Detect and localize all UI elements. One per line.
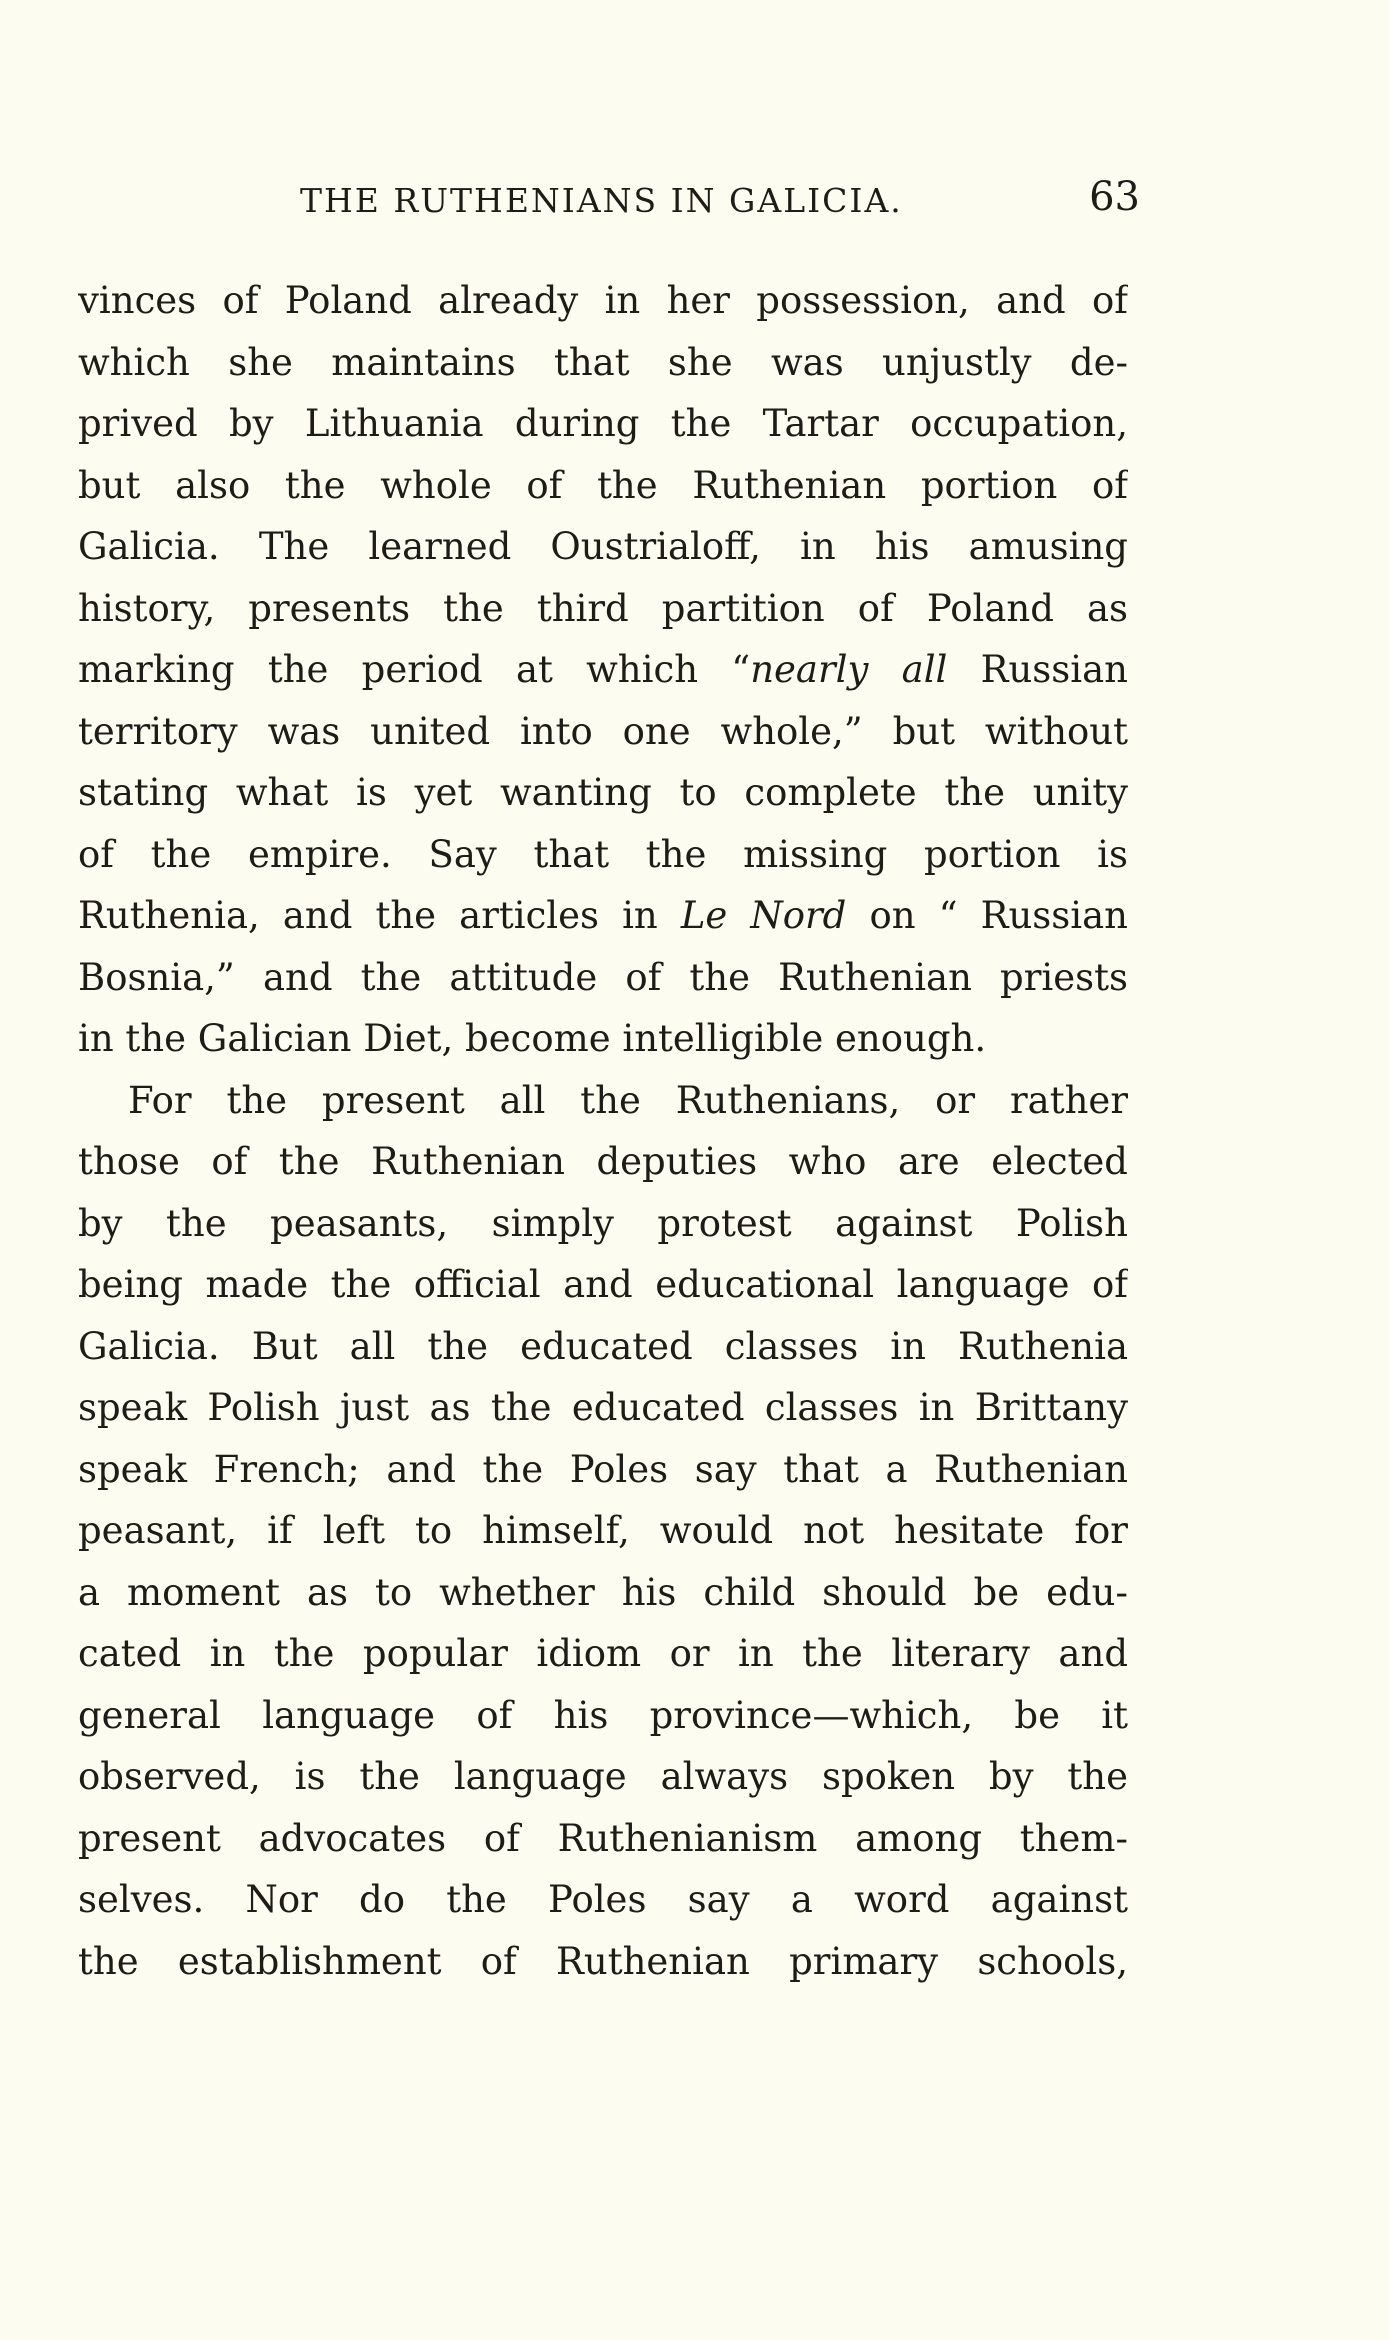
text-line: marking the period at which “nearly all Russian — [78, 648, 1128, 691]
italic-emphasis: nearly all — [750, 648, 948, 691]
text-line: observed, is the language always spoken by the — [78, 1755, 1128, 1798]
text-line: history, presents the third partition of Poland as — [78, 586, 1128, 630]
text-line: vinces of Poland already in her possession, and of — [78, 279, 1128, 322]
text-line: stating what is yet wanting to complete the unity — [78, 771, 1128, 814]
paragraph-start-line: For the present all the Ruthenians, or rather — [128, 1078, 1128, 1122]
text-line: those of the Ruthenian deputies who are elected — [78, 1140, 1128, 1183]
body-text — [78, 270, 1128, 1992]
text-line: which she maintains that she was unjustly de- — [78, 340, 1128, 384]
text-line: a moment as to whether his child should be edu- — [78, 1570, 1128, 1614]
page-number: 63 — [1089, 174, 1140, 220]
text-line: of the empire. Say that the missing portion is — [78, 832, 1128, 876]
text-line: by the peasants, simply protest against Polish — [78, 1201, 1128, 1245]
paragraph-end-line: in the Galician Diet, become intelligible enough. — [78, 1017, 987, 1060]
text-line: being made the official and educational language of — [78, 1263, 1128, 1306]
text-line: territory was united into one whole,” but without — [78, 709, 1128, 753]
text-line: speak French; and the Poles say that a Ruthenian — [78, 1447, 1128, 1491]
text-line: speak Polish just as the educated classes in Brittany — [78, 1386, 1128, 1429]
text-line: present advocates of Ruthenianism among them- — [78, 1816, 1128, 1860]
text-line: but also the whole of the Ruthenian portion of — [78, 463, 1128, 507]
running-head: THE RUTHENIANS IN GALICIA. — [300, 181, 903, 220]
text-line: cated in the popular idiom or in the literary and — [78, 1632, 1128, 1675]
text-line: Ruthenia, and the articles in Le Nord on “ Russian — [78, 894, 1128, 937]
text-line: the establishment of Ruthenian primary schools, — [78, 1939, 1128, 1983]
text-line: Galicia. The learned Oustrialoff, in his amusing — [78, 525, 1128, 568]
text-line: Galicia. But all the educated classes in Ruthenia — [78, 1324, 1128, 1368]
italic-title: Le Nord — [680, 894, 847, 937]
text-line: peasant, if left to himself, would not hesitate for — [78, 1509, 1128, 1552]
text-line: selves. Nor do the Poles say a word against — [78, 1878, 1128, 1921]
text-line: Bosnia,” and the attitude of the Ruthenian priests — [78, 955, 1128, 999]
text-line: prived by Lithuania during the Tartar occupation, — [78, 402, 1128, 445]
text-line: general language of his province—which, be it — [78, 1693, 1128, 1737]
